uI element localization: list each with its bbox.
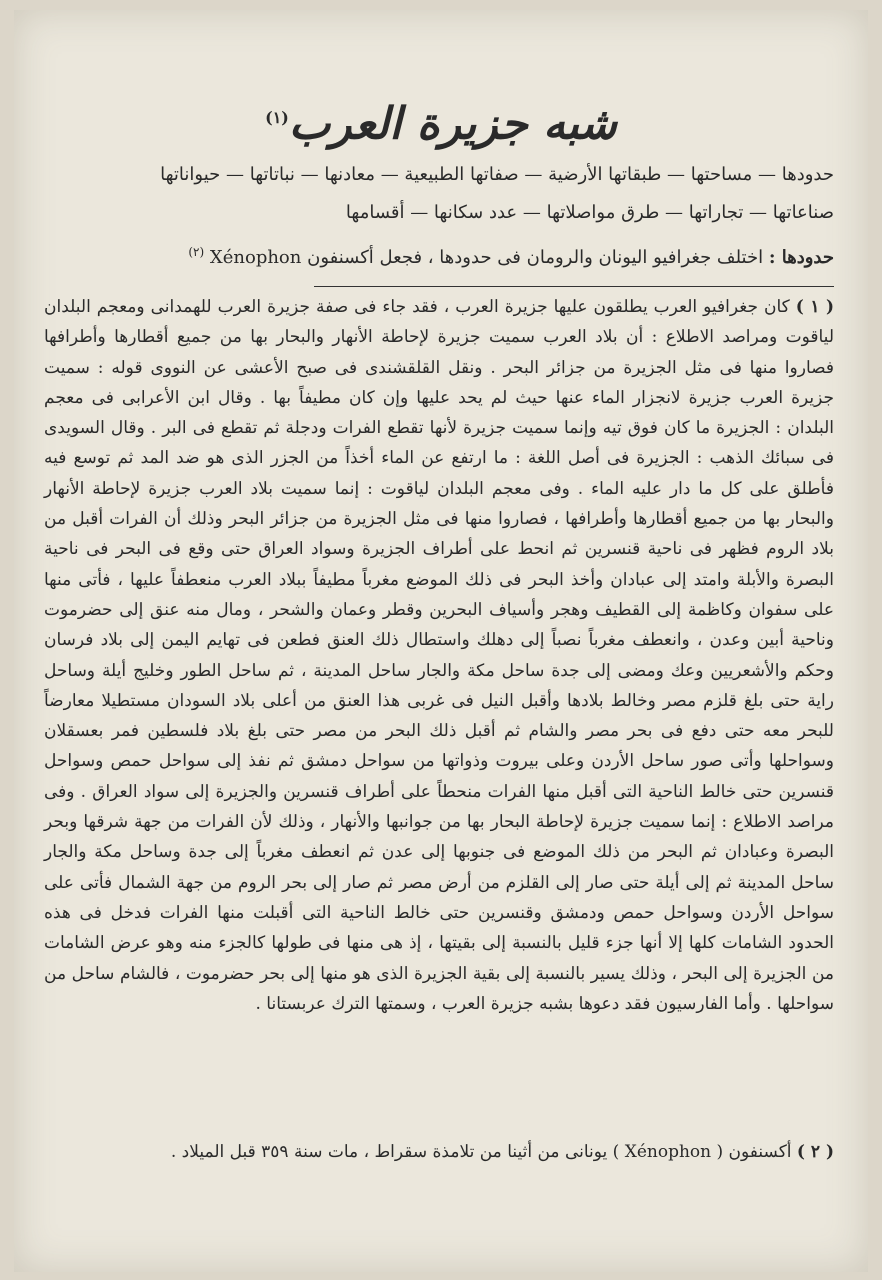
footnote-1: [44, 292, 834, 1019]
footnote-divider: [314, 286, 834, 287]
borders-xenophon: Xénophon: [209, 247, 302, 268]
borders-paragraph: [34, 232, 834, 278]
borders-footnote-ref: (٢): [188, 245, 205, 259]
toc-line-1: حدودها — مساحتها — طبقاتها الأرضية — صفاتها الطبيعية — معادنها — نباتاتها — حيواناتها: [160, 164, 834, 185]
footnote-2: [44, 1136, 834, 1168]
chapter-title-text: شبه جزيرة العرب: [288, 98, 617, 150]
footnote-2-text-before: أكسنفون (: [716, 1142, 792, 1162]
footnote-2-number: ( ٢ ): [796, 1142, 834, 1162]
table-of-contents: [34, 156, 834, 232]
document-page: [14, 10, 868, 1272]
footnote-1-text: كان جغرافيو العرب يطلقون عليها جزيرة العرب ، فقد جاء فى صفة جزيرة العرب للهمدانى ومعجم البلدان لياقوت ومراصد الاطلاع : أن بلاد العرب سميت جزيرة لإحاطة الأنهار والبحار بها من جميع أقطارها وأطرافها فصاروا منها فى مثل الجزيرة من جزائر البحر . ونقل القلقشندى فى صبح الأعشى عن النووى قوله : سميت جزيرة العرب جزيرة لانجزار الماء عنها حيث لم يحد عليها وإن كان مطيفاً بها . وقال ابن الأعرابى فى معجم البلدان : الجزيرة ما كان فوق تيه وإنما سميت جزيرة لأنها تقطع الفرات ودجلة ثم تقطع فى البر . وقال السويدى فى سبائك الذهب : الجزيرة فى أصل اللغة : ما ارتفع عن الماء أخذاً من الجزر الذى هو ضد المد ثم توسع فيه فأطلق على كل ما دار عليه الماء . وفى معجم البلدان لياقوت : إنما سميت بلاد العرب جزيرة لإحاطة الأنهار والبحار بها من جميع أقطارها وأطرافها ، فصاروا منها فى مثل الجزيرة من جزائر البحر وذلك أن الفرات أقبل من بلاد الروم فظهر فى ناحية قنسرين ثم انحط على أطراف الجزيرة وسواد العراق حتى وقع فى البحر فى ناحية البصرة والأبلة وامتد إلى عبادان وأخذ البحر فى ذلك الموضع مغرباً مطيفاً ببلاد العرب منعطفاً عليها ، فأتى منها على سفوان وكاظمة إلى القطيف وهجر وأسياف البحرين وقطر وعمان والشحر ، ومال منه عنق إلى حضرموت وناحية أبين وعدن ، وانعطف مغرباً نصباً إلى دهلك واستطال ذلك العنق فطعن فى تهايم اليمن إلى بلاد فرسان وحكم والأشعريين وعك ومضى إلى جدة ساحل مكة والجار ساحل المدينة ، ثم ساحل الطور وخليج أيلة وساحل راية حتى بلغ قلزم مصر وخالط بلادها وأقبل النيل فى غربى هذا العنق من أعلى بلاد السودان مستطيلا معارضاً للبحر معه حتى دفع فى بحر مصر والشام ثم أقبل ذلك البحر من مصر حتى بلغ بلاد فلسطين فمر بعسقلان وسواحلها وأتى صور ساحل الأردن وعلى بيروت وذواتها من سواحل دمشق ثم نفذ إلى سواحل حمص وسواحل قنسرين حتى خالط الناحية التى أقبل منها الفرات منحطاً على أطراف قنسرين والجزيرة إلى سواد العراق . وفى مراصد الاطلاع : إنما سميت جزيرة لإحاطة البحار بها من جوانبها والأنهار ، وذلك لأن الفرات من جهة شرقها وبحر البصرة وعبادان ثم البحر من ذلك الموضع فى جنوبها إلى عدن ثم انعطف مغرباً إلى جدة وساحل مكة والجار ساحل المدينة ثم إلى أيلة حتى صار إلى القلزم من أرض مصر ثم صار إلى بحر الروم من جهة الشمال فأتى على سواحل الأردن وسواحل حمص ودمشق وقنسرين حتى خالط الناحية التى أقبلت منها الفرات فدخل فى هذه الحدود الشامات كلها إلا أنها جزء قليل بالنسبة إلى بقيتها ، إذ هى منها فى طولها كالجزء منه وهو عرض الشامات من الجزيرة إلى البحر ، وذلك يسير بالنسبة إلى بقية الجزيرة الذى هو منها إلى بحر حضرموت ، فالشام ساحل من سواحلها . وأما الفارسيون فقد دعوها بشبه جزيرة العرب ، وسمتها الترك عربستانا .: [44, 297, 834, 1014]
title-footnote-ref: (١): [265, 108, 289, 127]
toc-line-2: صناعاتها — تجاراتها — طرق مواصلاتها — عدد سكانها — أقسامها: [345, 202, 834, 223]
footnote-2-xenophon: Xénophon: [624, 1142, 712, 1162]
footnote-2-text-after: ) يونانى من أثينا من تلامذة سقراط ، مات سنة ٣٥٩ قبل الميلاد .: [170, 1142, 620, 1162]
borders-text: اختلف جغرافيو اليونان والرومان فى حدودها ، فجعل أكسنفون: [307, 247, 764, 268]
borders-label: حدودها :: [768, 247, 834, 268]
chapter-title: [14, 88, 868, 155]
footnote-1-number: ( ١ ): [795, 297, 835, 317]
